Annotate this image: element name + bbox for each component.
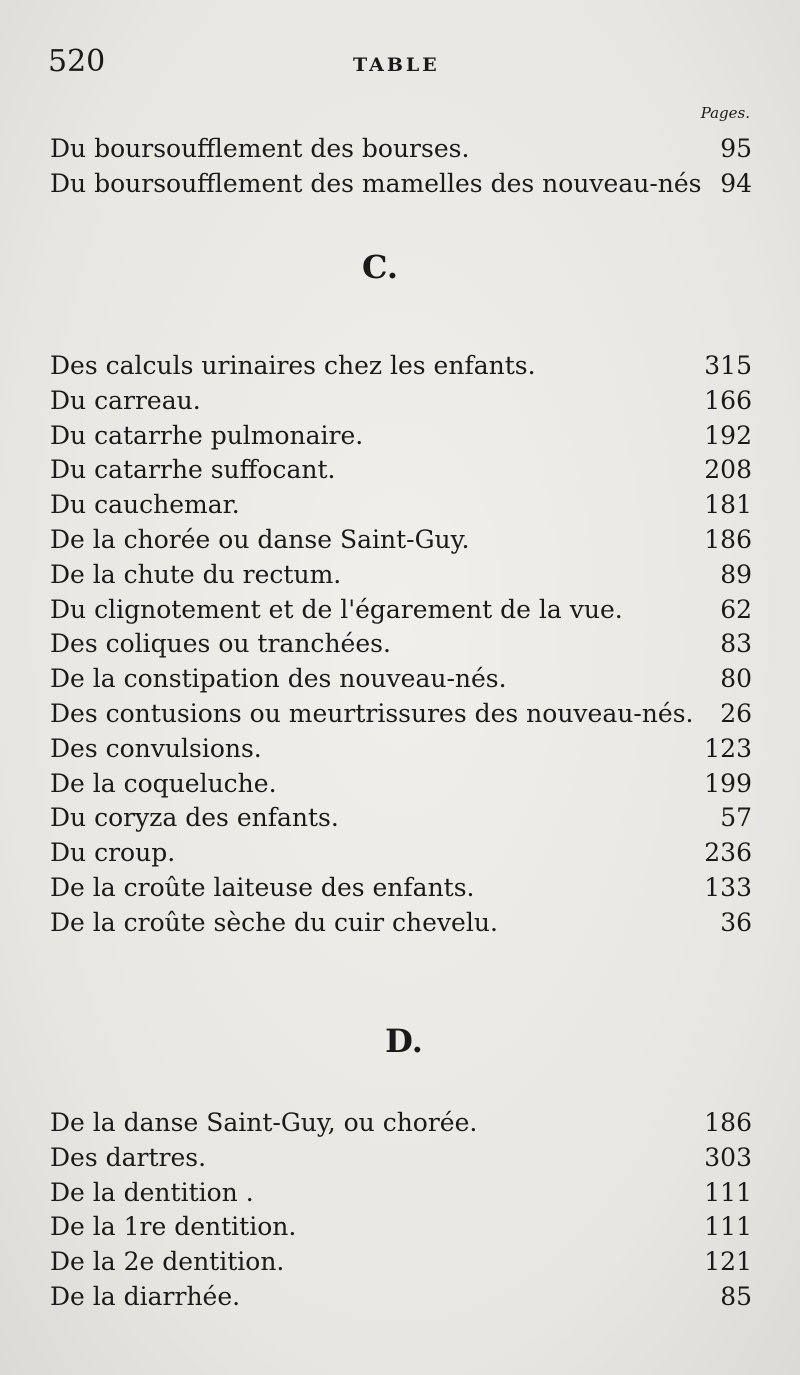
entry-title: De la coqueluche. — [50, 768, 277, 798]
entry-page: 186 — [704, 1108, 752, 1137]
entry-page: 62 — [720, 594, 752, 624]
entry-title: Des calculs urinaires chez les enfants. — [50, 351, 536, 380]
entry-page: 94 — [720, 168, 752, 198]
section-c-entries — [50, 349, 752, 941]
entry-page: 89 — [720, 559, 752, 589]
running-title: TABLE — [353, 54, 440, 76]
entry-title: De la chute du rectum. — [50, 559, 342, 589]
index-entry — [50, 384, 752, 419]
entry-title: De la diarrhée. — [50, 1281, 241, 1311]
entry-page: 186 — [704, 524, 752, 554]
index-entry — [50, 1141, 752, 1176]
page-number: 520 — [48, 44, 106, 79]
index-entry — [50, 523, 752, 558]
section-letter-c: C. — [361, 248, 399, 286]
entry-page: 192 — [704, 420, 752, 450]
index-entry — [50, 906, 752, 941]
entry-title: Du cauchemar. — [50, 490, 240, 520]
entry-page: 133 — [704, 872, 752, 902]
section-d-entries — [50, 1106, 752, 1315]
entry-title: Du boursoufflement des mamelles des nouveau-nés — [50, 168, 702, 198]
index-entry — [50, 627, 752, 662]
entry-page: 121 — [704, 1247, 752, 1277]
entry-title: De la 2e dentition. — [50, 1247, 285, 1277]
index-entry — [50, 662, 752, 697]
index-entry — [50, 349, 752, 384]
entry-page: 181 — [704, 490, 752, 520]
entry-page: 123 — [704, 733, 752, 763]
section-b-tail — [50, 132, 752, 202]
entry-page: 111 — [704, 1212, 752, 1242]
index-entry — [50, 558, 752, 593]
entry-page: 57 — [720, 803, 752, 833]
pages-column-label: Pages. — [700, 104, 750, 122]
entry-page: 236 — [704, 838, 752, 868]
entry-page: 111 — [704, 1177, 752, 1207]
index-entry — [50, 488, 752, 523]
index-entry — [50, 767, 752, 802]
index-entry — [50, 593, 752, 628]
entry-title: Des contusions ou meurtrissures des nouveau-nés. — [50, 698, 694, 728]
entry-page: 80 — [720, 664, 752, 694]
index-entry — [50, 453, 752, 488]
entry-title: Du croup. — [50, 838, 176, 868]
entry-title: De la constipation des nouveau-nés. — [50, 664, 507, 694]
entry-title: Du catarrhe suffocant. — [50, 455, 336, 485]
entry-title: Des dartres. — [50, 1142, 207, 1172]
index-entry — [50, 697, 752, 732]
entry-title: Du catarrhe pulmonaire. — [50, 420, 364, 450]
entry-title: Des coliques ou tranchées. — [50, 629, 391, 659]
index-entry — [50, 1176, 752, 1211]
entry-page: 199 — [704, 768, 752, 798]
entry-title: Du carreau. — [50, 385, 201, 415]
index-entry — [50, 1280, 752, 1315]
entry-page: 85 — [720, 1281, 752, 1311]
entry-title: De la chorée ou danse Saint-Guy. — [50, 524, 470, 554]
entry-title: Du clignotement et de l'égarement de la vue. — [50, 594, 623, 624]
index-entry — [50, 732, 752, 767]
entry-page: 208 — [704, 455, 752, 485]
index-entry — [50, 801, 752, 836]
entry-page: 36 — [720, 907, 752, 937]
index-entry — [50, 1210, 752, 1245]
index-entry — [50, 1106, 752, 1141]
entry-page: 315 — [704, 351, 752, 380]
entry-title: De la dentition . — [50, 1177, 254, 1207]
entry-title: Des convulsions. — [50, 733, 262, 763]
entry-page: 303 — [704, 1142, 752, 1172]
index-entry — [50, 1245, 752, 1280]
entry-title: Du boursoufflement des bourses. — [50, 134, 470, 163]
index-entry — [50, 419, 752, 454]
entry-title: De la danse Saint-Guy, ou chorée. — [50, 1108, 478, 1137]
entry-title: Du coryza des enfants. — [50, 803, 339, 833]
section-letter-d: D. — [385, 1022, 423, 1060]
index-entry — [50, 871, 752, 906]
page-header — [48, 44, 760, 84]
entry-title: De la croûte sèche du cuir chevelu. — [50, 907, 498, 937]
entry-title: De la croûte laiteuse des enfants. — [50, 872, 475, 902]
entry-page: 26 — [720, 698, 752, 728]
entry-page: 83 — [720, 629, 752, 659]
index-entry — [50, 836, 752, 871]
entry-page: 166 — [704, 385, 752, 415]
index-entry — [50, 132, 752, 167]
index-entry — [50, 167, 752, 202]
entry-title: De la 1re dentition. — [50, 1212, 297, 1242]
entry-page: 95 — [720, 134, 752, 163]
